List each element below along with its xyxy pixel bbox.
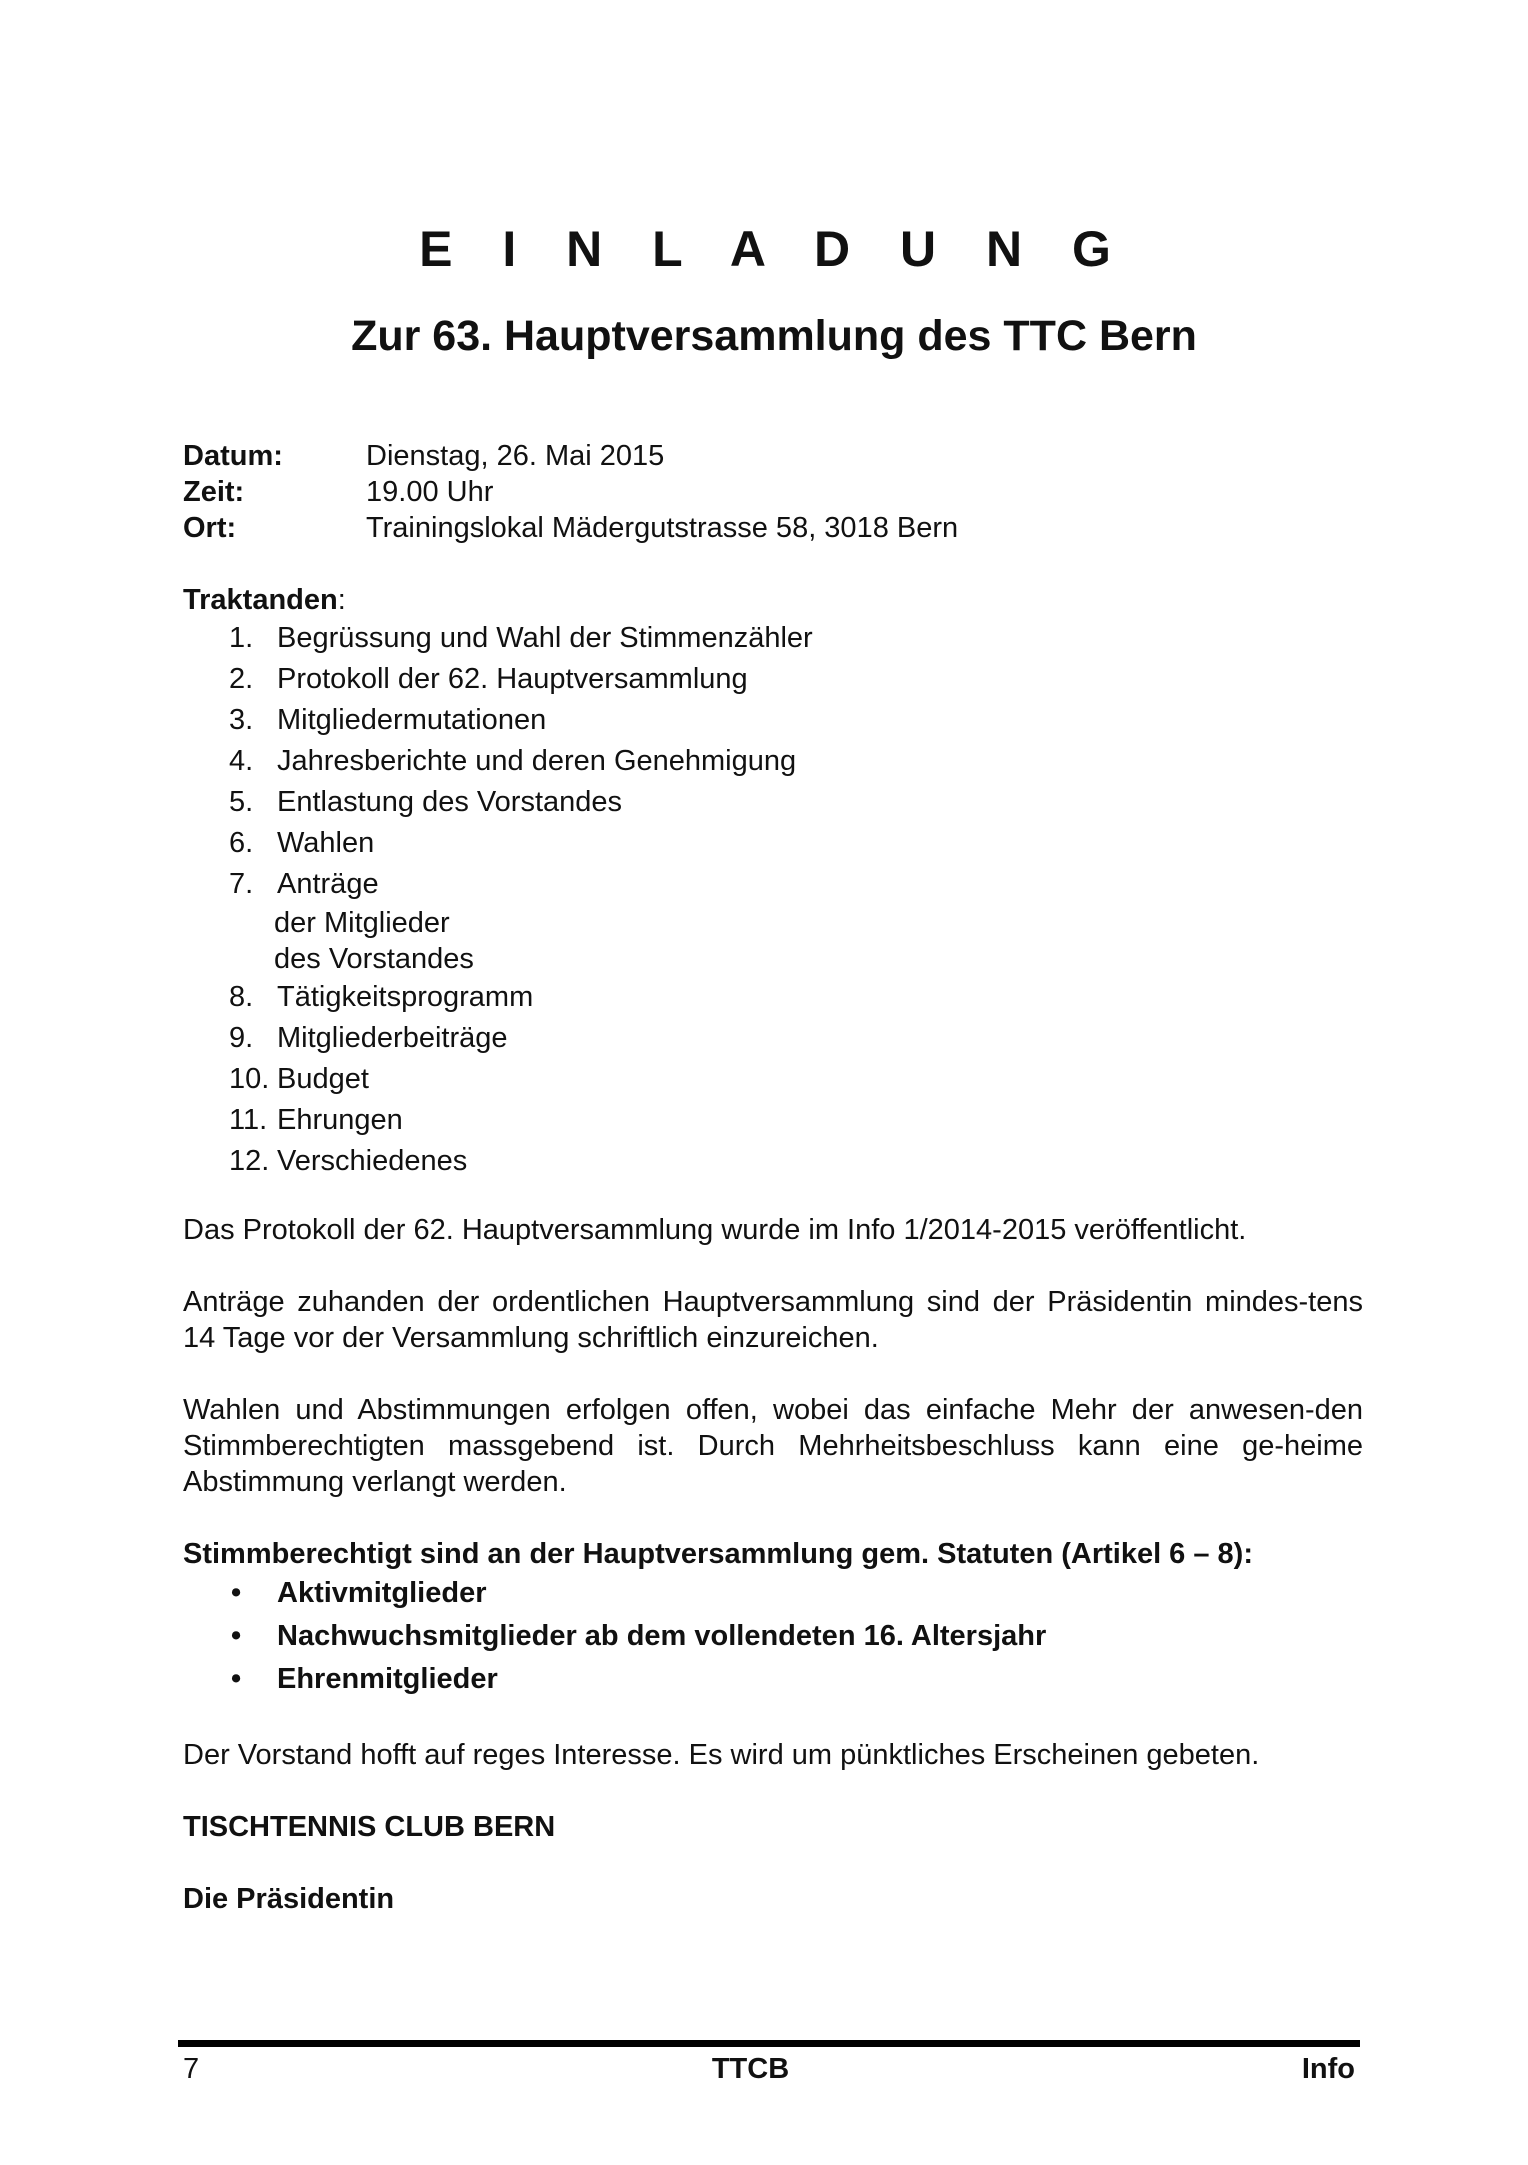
voting-rights-heading: Stimmberechtigt sind an der Hauptversammlung gem. Statuten (Artikel 6 – 8): xyxy=(183,1538,1253,1570)
detail-label: Zeit: xyxy=(183,476,245,508)
voting-rights-item-label: Aktivmitglieder xyxy=(277,1577,487,1609)
agenda-item-number-cell xyxy=(183,700,277,741)
agenda-heading-colon: : xyxy=(337,584,346,616)
agenda-item xyxy=(183,618,1363,659)
agenda-item-label: Tätigkeitsprogramm xyxy=(277,981,534,1013)
voting-rights-item-label: Nachwuchsmitglieder ab dem vollendeten 16. Altersjahr xyxy=(277,1620,1047,1652)
agenda-item-number: 6. xyxy=(229,827,254,859)
agenda-item xyxy=(183,1100,1363,1141)
document-body xyxy=(183,438,1363,1917)
agenda-item-number-cell xyxy=(183,618,277,659)
agenda-item-label: Begrüssung und Wahl der Stimmenzähler xyxy=(277,622,813,654)
agenda-item-label: Mitgliedermutationen xyxy=(277,704,547,736)
agenda-item-number-cell xyxy=(183,823,277,864)
agenda-item-number: 10. xyxy=(229,1063,270,1095)
bullet-icon: • xyxy=(231,1663,242,1695)
detail-row-date xyxy=(183,438,1363,474)
document-title: E I N L A D U N G xyxy=(419,221,1129,277)
agenda-item-number: 11. xyxy=(229,1104,268,1136)
voting-rights-item-label: Ehrenmitglieder xyxy=(277,1663,498,1695)
agenda-item-number: 5. xyxy=(229,786,254,818)
agenda-item-number: 1. xyxy=(229,622,254,654)
agenda-item-label: Jahresberichte und deren Genehmigung xyxy=(277,745,797,777)
agenda-item xyxy=(183,1141,1363,1182)
voting-rights-item xyxy=(183,1658,1363,1701)
agenda-item-number: 9. xyxy=(229,1022,254,1054)
agenda-item-label: Anträge xyxy=(277,868,379,900)
voting-rights-item xyxy=(183,1572,1363,1615)
agenda-item-number-cell xyxy=(183,1059,277,1100)
voting-rights-list xyxy=(183,1572,1363,1701)
bullet-icon: • xyxy=(231,1620,242,1652)
detail-value: 19.00 Uhr xyxy=(366,476,494,508)
page-footer xyxy=(183,2053,1355,2086)
agenda-item-label: Mitgliederbeiträge xyxy=(277,1022,508,1054)
detail-label: Datum: xyxy=(183,440,283,472)
agenda-item xyxy=(183,823,1363,864)
agenda-sub-item: des Vorstandes xyxy=(274,943,474,975)
agenda-item-row xyxy=(183,1100,1363,1141)
agenda-item-row xyxy=(183,700,1363,741)
agenda-item-row xyxy=(183,741,1363,782)
agenda-item xyxy=(183,659,1363,700)
signature-club: TISCHTENNIS CLUB BERN xyxy=(183,1811,556,1843)
footer-right: Info xyxy=(1301,2053,1355,2085)
voting-rights-item xyxy=(183,1615,1363,1658)
agenda-item-row xyxy=(183,823,1363,864)
agenda-item xyxy=(183,864,1363,977)
agenda-item-label: Budget xyxy=(277,1063,369,1095)
agenda-item-number: 4. xyxy=(229,745,254,777)
agenda-item-row xyxy=(183,618,1363,659)
agenda-item-number-cell xyxy=(183,659,277,700)
agenda-item-label: Protokoll der 62. Hauptversammlung xyxy=(277,663,748,695)
agenda-item-row xyxy=(183,782,1363,823)
agenda-item-label: Entlastung des Vorstandes xyxy=(277,786,623,818)
detail-label: Ort: xyxy=(183,512,237,544)
paragraph-wahlen: Wahlen und Abstimmungen erfolgen offen, wobei das einfache Mehr der anwesen-den Stimmberechtigten massgebend ist. Durch Mehrheitsbeschluss kann eine ge-heime Abstimmung verlangt werden. xyxy=(183,1394,1363,1498)
detail-row-time xyxy=(183,474,1363,510)
signature-role: Die Präsidentin xyxy=(183,1883,395,1915)
paragraph-protokoll: Das Protokoll der 62. Hauptversammlung wurde im Info 1/2014-2015 veröffentlicht. xyxy=(183,1214,1247,1246)
agenda-list xyxy=(183,618,1363,1182)
agenda-item-number: 8. xyxy=(229,981,254,1013)
detail-value: Dienstag, 26. Mai 2015 xyxy=(366,440,665,472)
agenda-item-number-cell xyxy=(183,1141,277,1182)
agenda-item-number: 12. xyxy=(229,1145,270,1177)
agenda-item-number-cell xyxy=(183,1100,277,1141)
agenda-sub-item: der Mitglieder xyxy=(274,907,450,939)
document-subtitle: Zur 63. Hauptversammlung des TTC Bern xyxy=(351,312,1197,360)
agenda-item-row xyxy=(183,659,1363,700)
agenda-item-number-cell xyxy=(183,741,277,782)
agenda-item-row xyxy=(183,1059,1363,1100)
detail-value: Trainingslokal Mädergutstrasse 58, 3018 Bern xyxy=(366,512,959,544)
agenda-item-number-cell xyxy=(183,977,277,1018)
agenda-item-number-cell xyxy=(183,782,277,823)
agenda-heading xyxy=(183,582,1363,618)
paragraph-antraege: Anträge zuhanden der ordentlichen Hauptversammlung sind der Präsidentin mindes-tens 14 Tage vor der Versammlung schriftlich einzureichen. xyxy=(183,1286,1363,1354)
agenda-item xyxy=(183,782,1363,823)
bullet-icon: • xyxy=(231,1577,242,1609)
agenda-item-number: 3. xyxy=(229,704,254,736)
voting-rights-section xyxy=(183,1536,1363,1701)
agenda-item-number-cell xyxy=(183,864,277,905)
agenda-item-number: 2. xyxy=(229,663,254,695)
agenda-item-number-cell xyxy=(183,1018,277,1059)
agenda-item-row xyxy=(183,864,1363,905)
agenda-item xyxy=(183,1059,1363,1100)
agenda-item-row xyxy=(183,1018,1363,1059)
paragraph-vorstand: Der Vorstand hofft auf reges Interesse. Es wird um pünktliches Erscheinen gebeten. xyxy=(183,1739,1260,1771)
page-number: 7 xyxy=(183,2053,200,2085)
footer-rule xyxy=(178,2040,1360,2047)
agenda-item xyxy=(183,977,1363,1018)
agenda-section xyxy=(183,582,1363,1182)
footer-center: TTCB xyxy=(711,2053,790,2085)
agenda-item-row xyxy=(183,977,1363,1018)
detail-row-location xyxy=(183,510,1363,546)
agenda-item-number: 7. xyxy=(229,868,254,900)
agenda-item-label: Verschiedenes xyxy=(277,1145,468,1177)
agenda-item-row xyxy=(183,1141,1363,1182)
agenda-heading-text: Traktanden xyxy=(183,584,338,616)
agenda-item-label: Ehrungen xyxy=(277,1104,403,1136)
agenda-item-label: Wahlen xyxy=(277,827,375,859)
meeting-details xyxy=(183,438,1363,546)
agenda-item xyxy=(183,741,1363,782)
agenda-item xyxy=(183,1018,1363,1059)
agenda-item xyxy=(183,700,1363,741)
